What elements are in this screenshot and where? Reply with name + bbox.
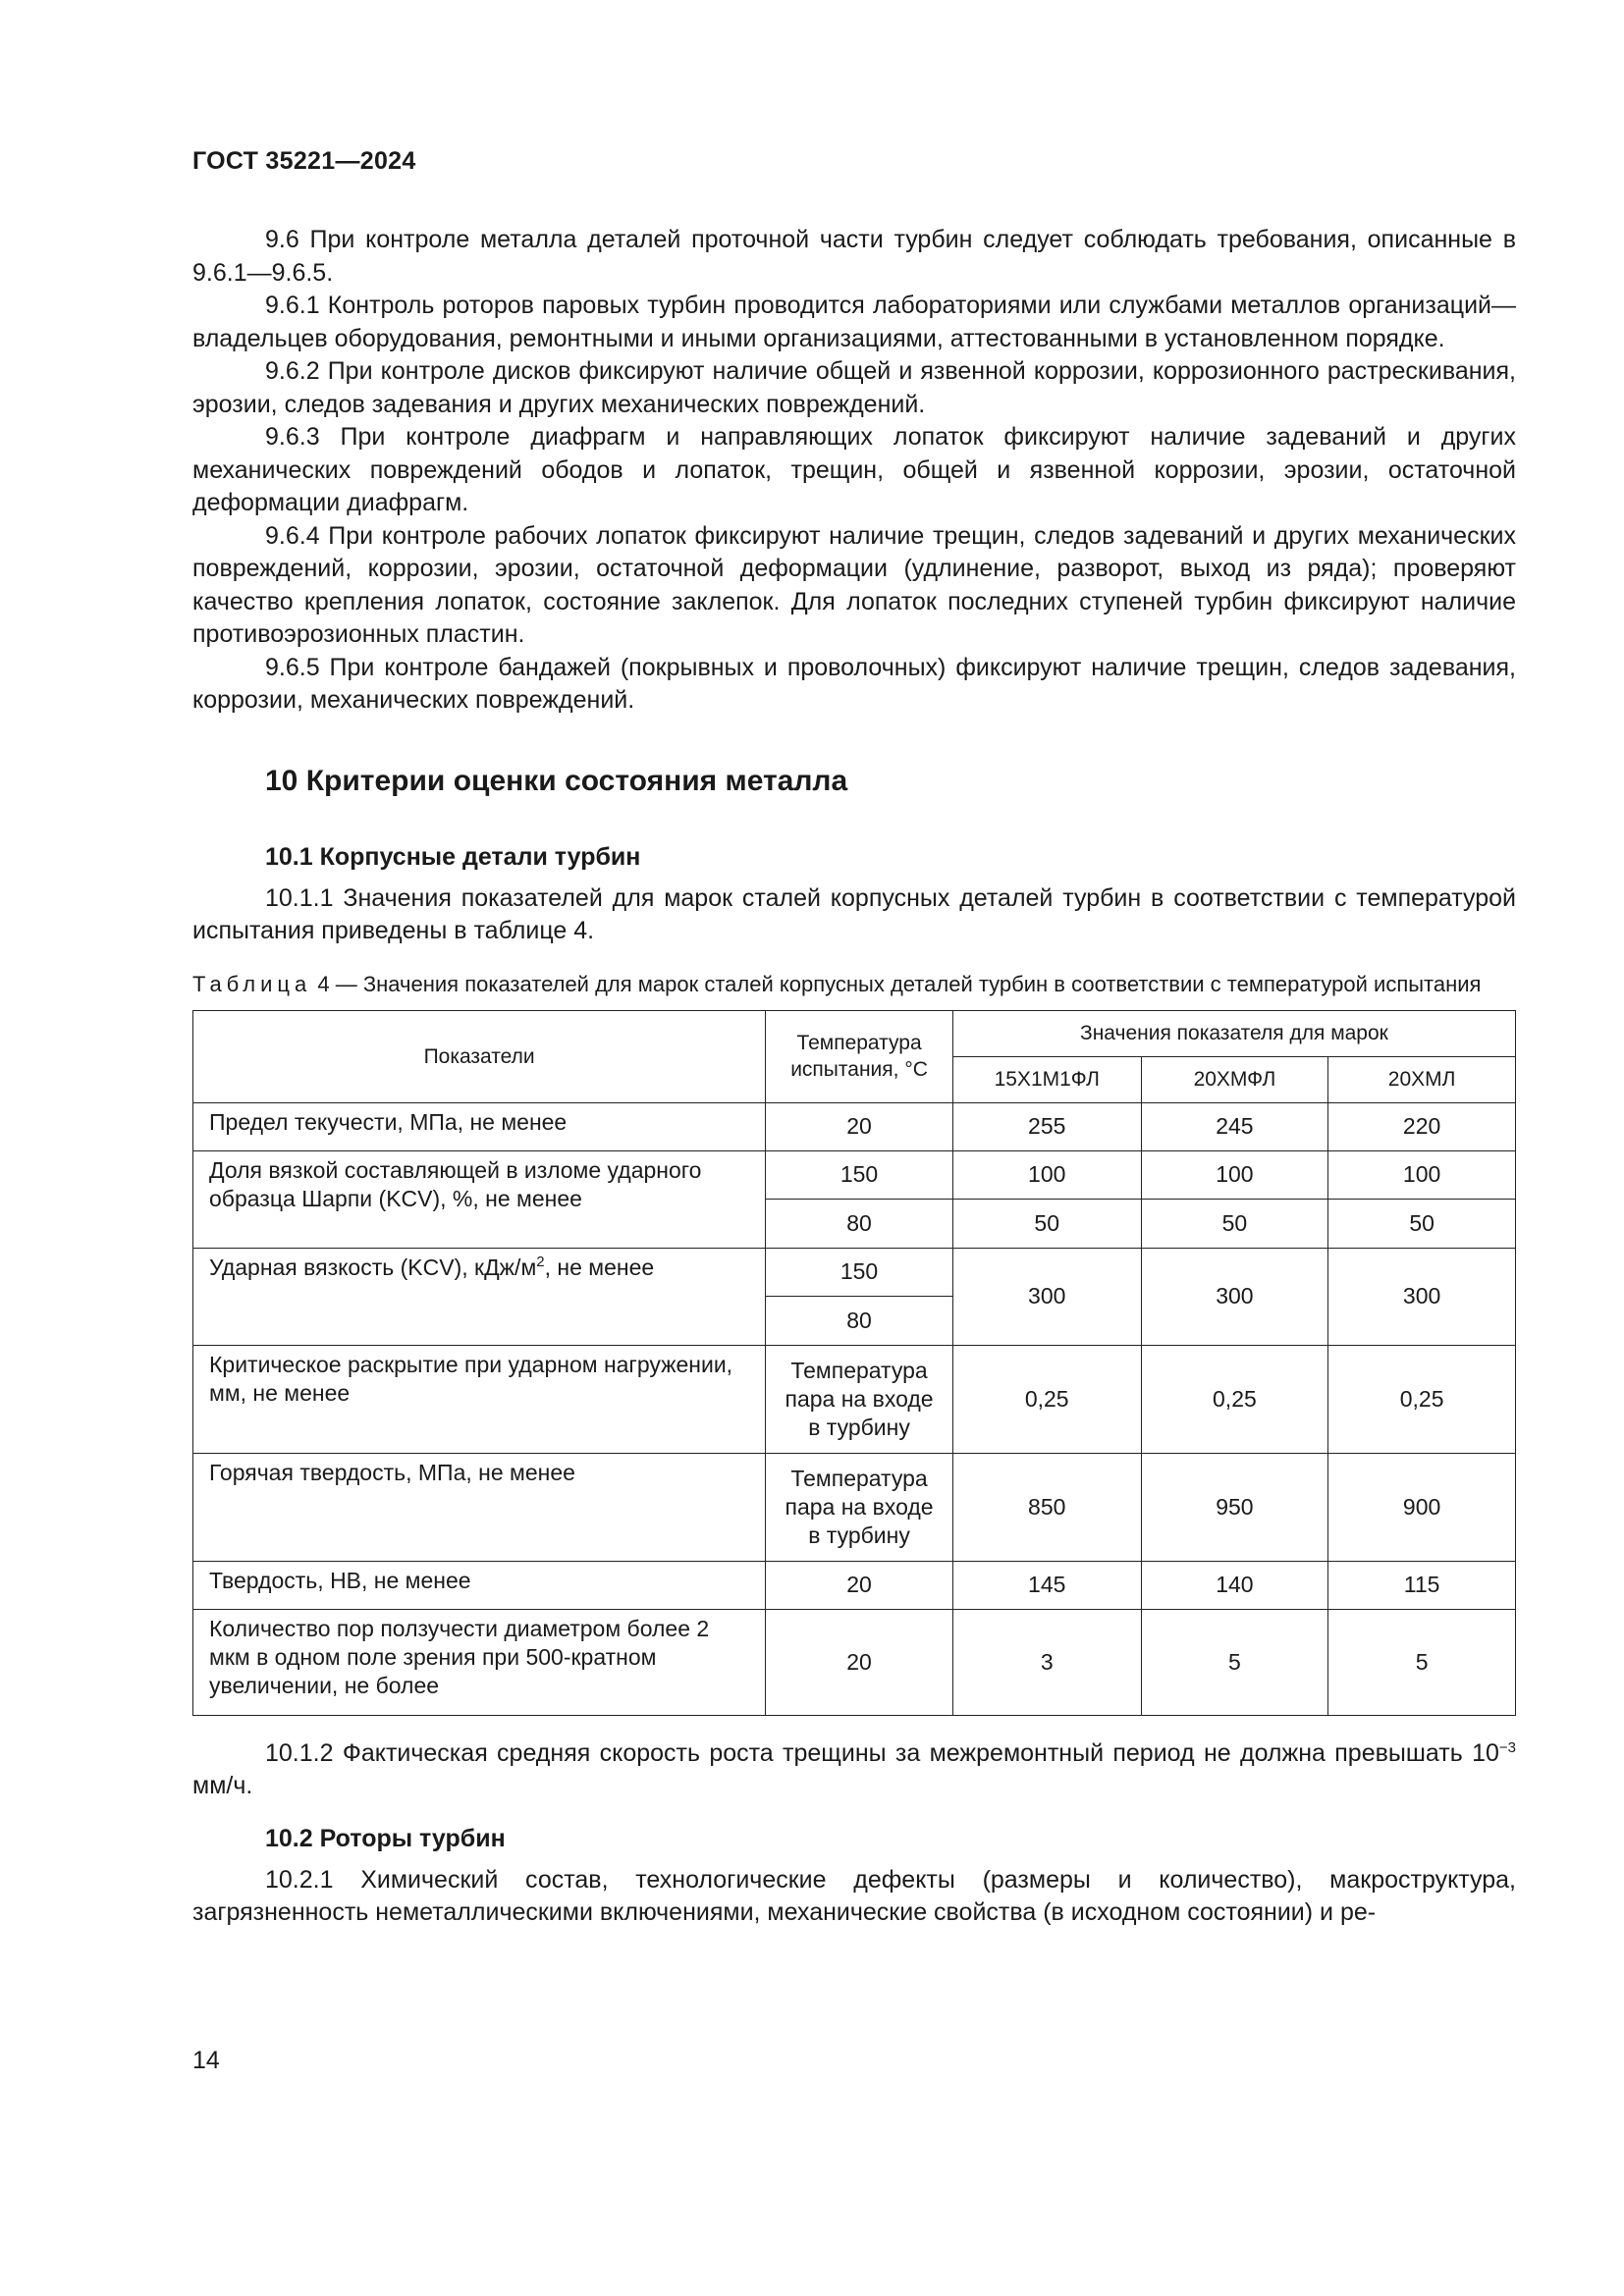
row-value: 50: [952, 1199, 1141, 1248]
paragraph-9-6-3: 9.6.3 При контроле диафрагм и направляющих лопаток фиксируют наличие задеваний и других механических повреждений ободов и лопаток, трещин, общей и язвенной коррозии, эрозии, остаточной деформации диафрагм.: [192, 423, 1516, 516]
row-value: 100: [1141, 1150, 1328, 1199]
row-value: 0,25: [1328, 1345, 1516, 1453]
row-temperature: 20: [766, 1609, 953, 1715]
table-row: [193, 1609, 1516, 1715]
table-caption-word: Таблица: [192, 971, 312, 996]
row-label: Предел текучести, МПа, не менее: [193, 1102, 766, 1150]
row-temperature: 150: [766, 1248, 953, 1296]
row-temperature: Температура пара на входе в турбину: [766, 1345, 953, 1453]
header-indicators: Показатели: [193, 1010, 766, 1102]
paragraph-10-1-1: 10.1.1 Значения показателей для марок сталей корпусных деталей турбин в соответствии с температурой испытания приведены в таблице 4.: [192, 883, 1516, 944]
row-temperature: 80: [766, 1296, 953, 1345]
row-label: [193, 1248, 766, 1345]
row-temperature: 20: [766, 1102, 953, 1150]
row-value: 245: [1141, 1102, 1328, 1150]
table-row: [193, 1345, 1516, 1453]
table-row: [193, 1453, 1516, 1561]
row-value: 220: [1328, 1102, 1516, 1150]
row-value: 900: [1328, 1453, 1516, 1561]
subsection-10-2-title: 10.2 Роторы турбин: [265, 1824, 506, 1852]
subsection-10-1-title: 10.1 Корпусные детали турбин: [265, 842, 641, 871]
row-value: 50: [1141, 1199, 1328, 1248]
impact-label: Ударная вязкость (KCV), кДж/м: [209, 1254, 537, 1280]
row-value: 5: [1328, 1609, 1516, 1715]
row-label: Горячая твердость, МПа, не менее: [193, 1453, 766, 1561]
row-value: 0,25: [952, 1345, 1141, 1453]
row-value: 115: [1328, 1561, 1516, 1609]
row-value: 50: [1328, 1199, 1516, 1248]
paragraph-10-1-2-exponent: −3: [1498, 1738, 1516, 1756]
row-value: 300: [1141, 1248, 1328, 1345]
paragraph-10-1-2-unit: мм/ч.: [192, 1772, 253, 1799]
row-value: 140: [1141, 1561, 1328, 1609]
table-row: [193, 1102, 1516, 1150]
table-row: [193, 1150, 1516, 1199]
row-value: 5: [1141, 1609, 1328, 1715]
page-content: [192, 224, 1516, 1930]
row-value: 255: [952, 1102, 1141, 1150]
row-value: 850: [952, 1453, 1141, 1561]
row-label: Критическое раскрытие при ударном нагружении, мм, не менее: [193, 1345, 766, 1453]
header-values-group: Значения показателя для марок: [952, 1010, 1515, 1056]
row-label: Твердость, НВ, не менее: [193, 1561, 766, 1609]
row-value: 0,25: [1141, 1345, 1328, 1453]
row-temperature: Температура пара на входе в турбину: [766, 1453, 953, 1561]
row-value: 3: [952, 1609, 1141, 1715]
paragraph-10-1-2: [192, 1737, 1516, 1803]
header-grade-2: 20ХМФЛ: [1141, 1056, 1328, 1102]
document-code: ГОСТ 35221—2024: [192, 147, 416, 175]
row-temperature: 20: [766, 1561, 953, 1609]
table-caption-text: 4 — Значения показателей для марок сталей корпусных деталей турбин в соответствии с температурой испытания: [311, 971, 1482, 996]
paragraph-9-6-2: 9.6.2 При контроле дисков фиксируют наличие общей и язвенной коррозии, коррозионного растрескивания, эрозии, следов задевания и других механических повреждений.: [192, 357, 1516, 418]
page-number: 14: [192, 2047, 220, 2074]
impact-label-tail: , не менее: [544, 1254, 655, 1280]
impact-label-superscript: 2: [536, 1253, 545, 1270]
row-value: 100: [1328, 1150, 1516, 1199]
table-4-caption: [192, 970, 1516, 998]
row-value: 100: [952, 1150, 1141, 1199]
table-row: [193, 1561, 1516, 1609]
table-row: [193, 1248, 1516, 1296]
paragraph-10-1-2-text: 10.1.2 Фактическая средняя скорость роста трещины за межремонтный период не должна превышать 10: [265, 1738, 1499, 1767]
paragraph-9-6-5: 9.6.5 При контроле бандажей (покрывных и проволочных) фиксируют наличие трещин, следов задевания, коррозии, механических повреждений.: [192, 653, 1516, 714]
header-grade-3: 20ХМЛ: [1328, 1056, 1516, 1102]
paragraph-10-2-1: 10.2.1 Химический состав, технологические дефекты (размеры и количество), макроструктура, загрязненность неметаллическими включениями, механические свойства (в исходном состоянии) и ре-: [192, 1865, 1516, 1926]
paragraph-9-6-1: 9.6.1 Контроль роторов паровых турбин проводится лабораториями или службами металлов организаций—владельцев оборудования, ремонтными и иными организациями, аттестованными в установленном порядке.: [192, 292, 1516, 352]
row-value: 950: [1141, 1453, 1328, 1561]
header-temperature: Температура испытания, °C: [766, 1010, 953, 1102]
row-temperature: 150: [766, 1150, 953, 1199]
row-value: 300: [952, 1248, 1141, 1345]
row-label: Количество пор ползучести диаметром более 2 мкм в одном поле зрения при 500-кратном увеличении, не более: [193, 1609, 766, 1715]
row-temperature: 80: [766, 1199, 953, 1248]
header-grade-1: 15Х1М1ФЛ: [952, 1056, 1141, 1102]
section-10-title: 10 Критерии оценки состояния металла: [265, 764, 848, 797]
paragraph-9-6: 9.6 При контроле металла деталей проточной части турбин следует соблюдать требования, описанные в 9.6.1—9.6.5.: [192, 226, 1516, 287]
row-value: 300: [1328, 1248, 1516, 1345]
paragraph-9-6-4: 9.6.4 При контроле рабочих лопаток фиксируют наличие трещин, следов задеваний и других механических повреждений, коррозии, эрозии, остаточной деформации (удлинение, разворот, выход из ряда); проверяют качество крепления лопаток, состояние заклепок. Для лопаток последних ступеней турбин фиксируют наличие противоэрозионных пластин.: [192, 521, 1516, 648]
row-value: 145: [952, 1561, 1141, 1609]
table-4: [192, 1010, 1516, 1716]
row-label: Доля вязкой составляющей в изломе ударного образца Шарпи (KCV), %, не менее: [193, 1150, 766, 1248]
